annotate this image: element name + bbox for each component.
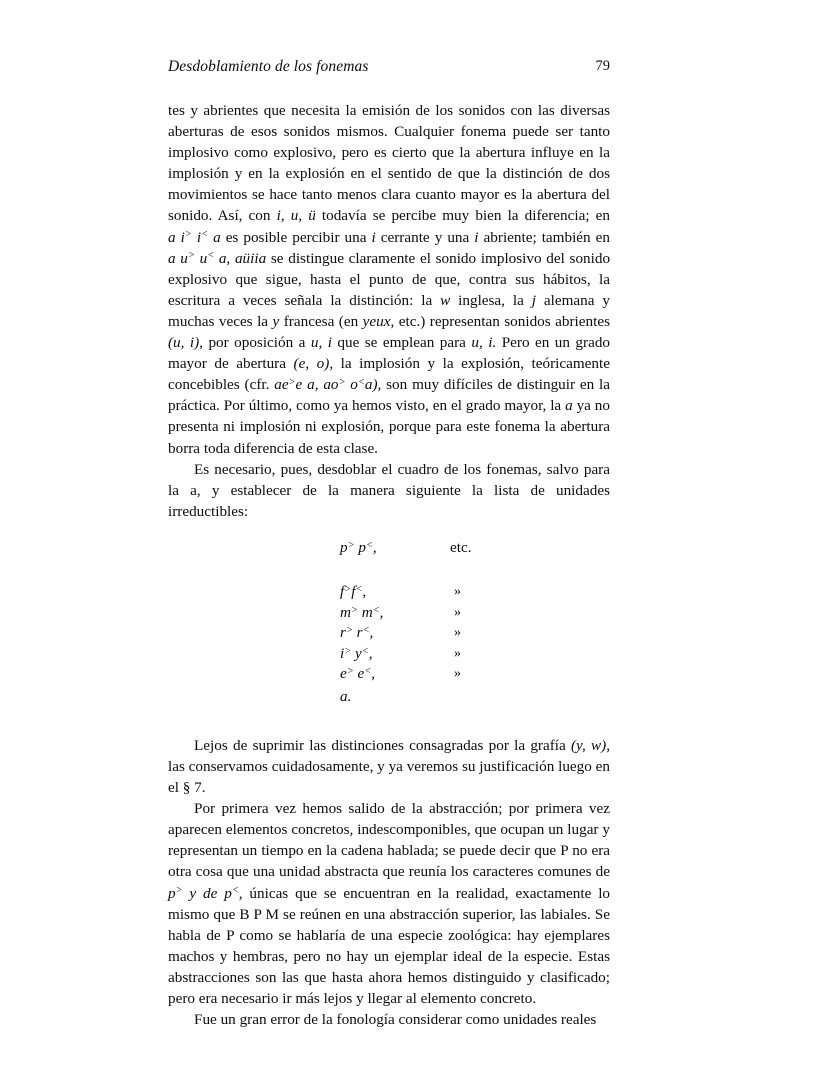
p1-italic-12: (e, o), [293, 355, 334, 373]
p1-notation-3-base-d: a), [364, 376, 382, 394]
p1-text-14: la implosión y la explosión, teóricamente concebibles (cfr. [168, 355, 610, 394]
p1-italic-7: y [272, 312, 280, 330]
p1-text-16: ya no presenta ni implosión ni explosión, porque para este fonema la abertura borra toda diferencia de esta clase. [168, 397, 610, 457]
p1-notation-1-mark-1: > [185, 229, 192, 241]
running-head-title: Desdoblamiento de los fonemas [168, 58, 369, 75]
p1-notation-1-mark-2: < [201, 229, 209, 241]
phoneme-mark-1: > [344, 584, 352, 596]
p1-text-9: francesa (en [279, 312, 363, 330]
phoneme-list-row [168, 603, 610, 624]
p1-text-10: , etc.) representan sonidos abrientes [390, 312, 610, 330]
phoneme-base-2: y [351, 644, 362, 662]
paragraph-5: Fue un gran error de la fonología considerar como unidades reales [194, 1011, 597, 1029]
phoneme-mark-2: < [366, 539, 373, 551]
p1-italic-6: j [531, 291, 536, 309]
phoneme-mark-1: > [346, 666, 354, 678]
p1-notation-2 [168, 250, 230, 267]
phoneme-list-row-first [168, 538, 610, 559]
phoneme-list-row [168, 644, 610, 665]
p1-text-13: Pero en un grado mayor de abertura [168, 334, 611, 373]
paragraph-3 [168, 735, 610, 798]
phoneme-tail: , [372, 538, 377, 556]
document-page [168, 0, 610, 1030]
p1-text-3: es posible percibir una [220, 228, 372, 246]
paragraph-2: Es necesario, pues, desdoblar el cuadro de los fonemas, salvo para la a, y establecer de la manera siguiente la lista de unidades irreductibles: [168, 460, 610, 520]
p4-notation-1-tail: , [238, 884, 243, 902]
p1-italic-8: yeux [362, 312, 391, 330]
phoneme-list [168, 538, 610, 709]
p1-notation-3-mark-3: < [358, 377, 365, 389]
phoneme-symbol [340, 664, 432, 685]
phoneme-base-1: e [340, 665, 347, 683]
p1-italic-2: i [371, 228, 376, 246]
phoneme-symbol [340, 603, 432, 624]
phoneme-symbol [340, 538, 444, 559]
p1-notation-2-mark-1: > [188, 250, 195, 262]
phoneme-ditto-mark [432, 685, 454, 709]
phoneme-mark-1: > [347, 539, 355, 551]
phoneme-row-spacer [168, 644, 340, 665]
p4-notation-1-mark-1: > [175, 885, 183, 897]
p1-notation-1-base-b: i [191, 228, 202, 246]
p1-text-6: se distingue claramente el sonido implosivo del sonido explosivo que sigue, hasta el punto de que, contra sus hábitos, la escritura a veces señala la distinción: la [168, 249, 611, 309]
phoneme-list-row-last [168, 685, 610, 709]
p1-notation-3-base-b: e a, ao [295, 376, 339, 394]
phoneme-base-1: i [340, 644, 345, 662]
p1-notation-2-base-a: a u [168, 249, 188, 267]
phoneme-row-spacer [168, 538, 340, 559]
phoneme-base-2: f [351, 583, 356, 601]
p1-notation-2-mark-2: < [207, 250, 215, 262]
phoneme-row-spacer [168, 582, 340, 603]
paragraph-4 [168, 798, 610, 1009]
page-number: 79 [595, 58, 610, 74]
body-text [168, 100, 610, 522]
p1-notation-2-base-b: u [194, 249, 208, 267]
phoneme-mark-2: < [362, 625, 370, 637]
phoneme-mark-2: < [355, 584, 363, 596]
phoneme-row-spacer [168, 603, 340, 624]
p1-notation-2-base-c: a, [214, 249, 231, 267]
p1-notation-3-mark-1: > [288, 377, 296, 389]
phoneme-list-row [168, 623, 610, 644]
phoneme-list-row [168, 582, 610, 603]
phoneme-base-1: m [340, 603, 351, 621]
p1-text-12: que se emplean para [331, 334, 472, 352]
p1-italic-10: u, i [310, 334, 332, 352]
phoneme-list-group [168, 582, 610, 709]
p1-text-15: son muy difíciles de distinguir en la práctica. Por último, como ya hemos visto, en el grado mayor, la [168, 376, 611, 415]
phoneme-mark-1: > [346, 625, 353, 637]
p3-text-2: las conservamos cuidadosamente, y ya veremos su justificación luego en el § 7. [168, 757, 610, 797]
p1-notation-3-base-a: ae [274, 376, 289, 394]
phoneme-base-2: p [354, 538, 366, 556]
p4-notation-1 [168, 885, 243, 902]
phoneme-mark-2: < [364, 666, 372, 678]
phoneme-ditto-mark: » [454, 645, 461, 661]
phoneme-ditto-mark: » [454, 604, 461, 620]
p4-notation-1-base-b: y de p [182, 884, 232, 902]
p4-notation-1-base-a: p [168, 884, 176, 902]
p1-italic-4: aüiia [234, 249, 267, 267]
phoneme-mark-1: > [351, 604, 358, 616]
phoneme-list-row [168, 664, 610, 685]
phoneme-mark-2: < [361, 645, 369, 657]
body-text-continued [168, 735, 610, 1030]
p1-italic-3: i [474, 228, 479, 246]
phoneme-tail: , [371, 665, 375, 683]
p4-text-2: únicas que se encuentran en la realidad, exactamente lo mismo que B P M se reúnen en una abstracción superior, las labiales. Se habla de P como se hablaría de una especie zoológica: hay ejemplares machos y hembras, pero no hay un ejemplar ideal de la especie. Estas abstracciones son las que hasta ahora hemos distinguido y clasificado; pero era necesario ir más lejos y llegar al elemento concreto. [168, 884, 611, 1007]
phoneme-base-2: e [353, 665, 365, 683]
phoneme-base-2: r [352, 624, 363, 642]
phoneme-base-1: p [340, 538, 348, 556]
p3-text-1: Lejos de suprimir las distinciones consagradas por la grafía [194, 736, 571, 754]
p1-text-2: todavía se percibe muy bien la diferencia; en [315, 207, 610, 225]
p1-italic-13: a [565, 397, 573, 415]
p1-text-11: por oposición a [202, 334, 311, 352]
phoneme-ditto-mark: » [454, 666, 461, 682]
phoneme-ditto-mark: » [454, 584, 461, 600]
p1-text-7: inglesa, la [450, 291, 532, 309]
p1-notation-1 [168, 229, 221, 246]
p1-notation-3-base-c: o [345, 376, 358, 394]
phoneme-tail: , [379, 603, 384, 621]
phoneme-tail: , [362, 583, 367, 601]
phoneme-note: etc. [450, 538, 472, 556]
p1-italic-9: (u, i), [168, 334, 203, 352]
phoneme-row-spacer [168, 664, 340, 685]
phoneme-tail: , [369, 624, 374, 642]
p4-notation-1-mark-2: < [232, 885, 239, 897]
p1-text-1: tes y abrientes que necesita la emisión de los sonidos con las diversas aberturas de esos sonidos mismos. Cualquier fonema puede ser tanto implosivo como explosivo, pero es cierto que la abertura influye en la implosión y en la explosión en el sentido de que la distinción de dos movimientos se hace tanto menos clara cuanto mayor es la abertura del sonido. Así, con [168, 102, 610, 225]
phoneme-row-spacer [168, 623, 340, 644]
paragraph-1 [168, 100, 610, 459]
phoneme-symbol [340, 582, 432, 603]
p1-italic-5: w [440, 291, 451, 309]
p1-notation-1-base-c: a [208, 228, 221, 246]
p1-italic-1: i, u, ü [276, 207, 316, 225]
p1-text-4: cerrante y una [375, 228, 475, 246]
phoneme-mark-2: < [372, 604, 380, 616]
phoneme-base-1: f [340, 583, 345, 601]
phoneme-mark-1: > [344, 645, 352, 657]
phoneme-ditto-mark: » [454, 625, 461, 641]
phoneme-symbol [340, 623, 432, 644]
phoneme-base-2: m [357, 603, 373, 621]
phoneme-symbol [340, 644, 432, 665]
p1-text-8: alemana y muchas veces la [168, 291, 611, 330]
p1-text-5: abriente; también en [478, 228, 610, 246]
phoneme-row-spacer [168, 685, 340, 709]
p1-italic-11: u, i. [471, 334, 497, 352]
p4-text-1: Por primera vez hemos salido de la abstracción; por primera vez aparecen elementos concretos, indescomponibles, que ocupan un lugar y representan un tiempo en la cadena hablada; se puede decir que P no era otra cosa que una unidad abstracta que reunía los caracteres comunes de [168, 800, 610, 881]
p1-notation-3 [274, 376, 381, 393]
phoneme-base-1: r [340, 624, 346, 642]
phoneme-tail: , [368, 644, 373, 662]
running-head [168, 58, 610, 88]
p1-notation-1-base-a: a i [168, 228, 185, 246]
phoneme-symbol: a. [340, 687, 352, 705]
p1-notation-3-mark-2: > [338, 377, 346, 389]
p3-italic-1: (y, w), [571, 736, 610, 754]
